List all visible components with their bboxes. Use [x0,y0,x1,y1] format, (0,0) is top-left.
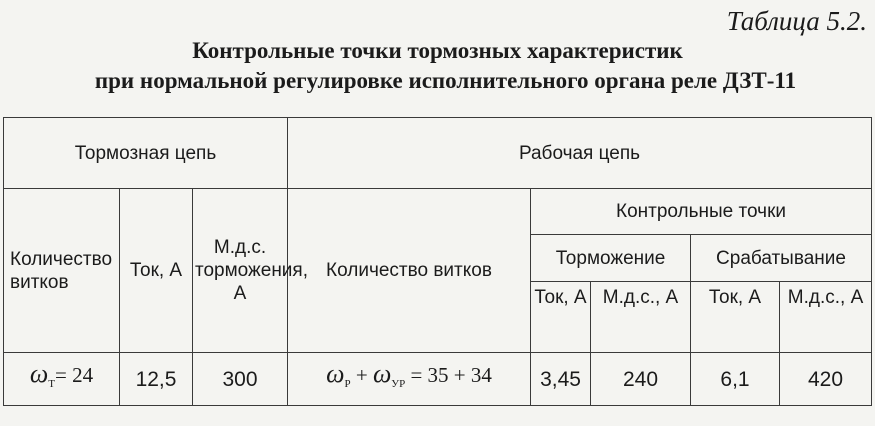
cell-work-turns: $\omega_Р + \omega_{УР} = 35 + 34$ [288,353,531,406]
header-brake-mmf: М.д.с. торможения, А [193,189,288,353]
brake-subscript: Т [48,378,55,391]
cell-operation-mmf: 420 [780,353,872,406]
header-brake-circuit: Тормозная цепь [4,118,288,189]
cell-brake-current: 12,5 [120,353,193,406]
header-braking: Торможение [531,235,691,282]
header-braking-current: Ток, А [531,282,591,353]
header-brake-current: Ток, А [120,189,193,353]
brake-turns-value: = 24 [55,362,94,387]
cell-braking-mmf: 240 [591,353,691,406]
header-operation-mmf: М.д.с., А [780,282,872,353]
work-turns-value: = 35 + 34 [410,362,492,387]
omega-symbol: ω [29,358,49,388]
work-subscript-2: УР [391,378,406,391]
work-subscript-1: Р [344,378,351,391]
table-number: Таблица 5.2. [726,6,867,36]
omega-symbol: ω [372,358,392,388]
cell-operation-current: 6,1 [691,353,780,406]
table-title-line-2: при нормальной регулировке исполнительного органа реле ДЗТ-11 [94,68,797,93]
omega-symbol: ω [326,358,345,388]
cell-braking-current: 3,45 [531,353,591,406]
header-work-turns: Количество витков [288,189,531,353]
header-operation: Срабатывание [691,235,872,282]
header-operation-current: Ток, А [691,282,780,353]
header-work-circuit: Рабочая цепь [288,118,872,189]
header-braking-mmf: М.д.с., А [591,282,691,353]
cell-brake-mmf: 300 [193,353,288,406]
header-brake-turns: Количество витков [4,189,120,353]
header-control-points: Контрольные точки [531,189,872,235]
characteristics-table [3,117,872,406]
cell-brake-turns [4,353,120,406]
table-title-line-1: Контрольные точки тормозных характеристик [192,38,683,63]
